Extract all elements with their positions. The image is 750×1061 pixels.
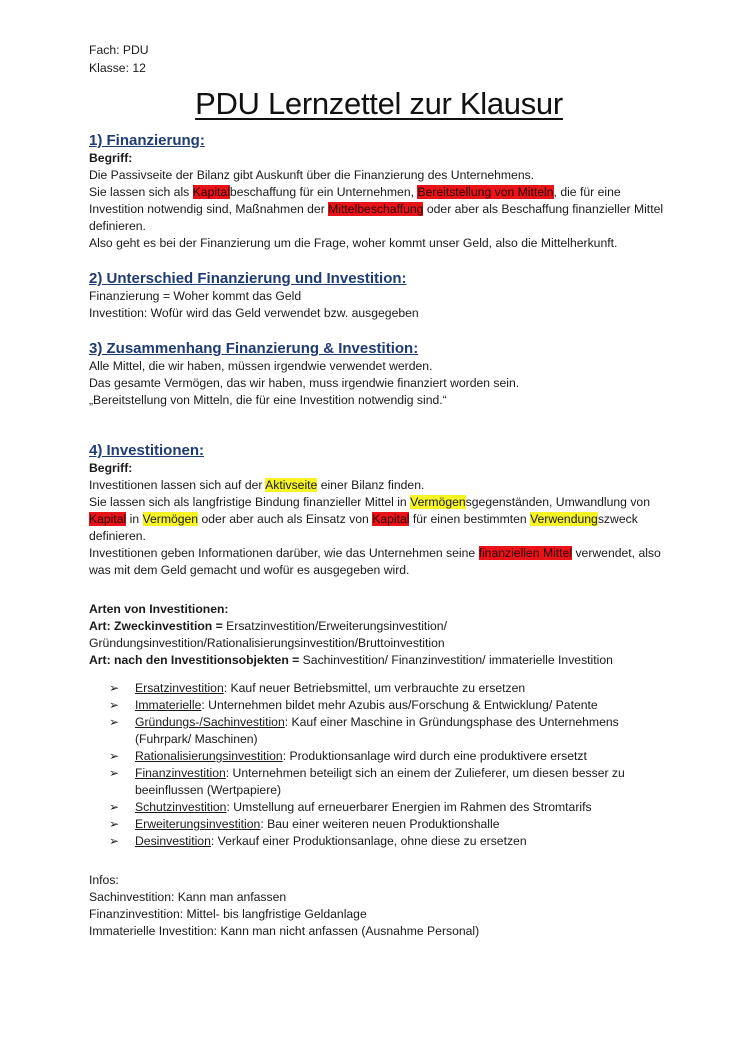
list-item-desc: : Produktionsanlage wird durch eine produktivere ersetzt bbox=[282, 749, 587, 763]
text-run: beschaffung für ein Unternehmen, bbox=[229, 185, 418, 199]
text-run: in bbox=[126, 512, 143, 526]
paragraph: Also geht es bei der Finanzierung um die Frage, woher kommt unser Geld, also die Mittelherkunft. bbox=[89, 236, 618, 250]
highlight-red: Bereitstellung von Mitteln bbox=[417, 185, 554, 199]
arrow-bullet-icon: ➢ bbox=[109, 698, 120, 712]
list-item-term: Rationalisierungsinvestition bbox=[135, 749, 283, 763]
subject-line: Fach: PDU bbox=[89, 43, 149, 57]
list-item bbox=[109, 748, 669, 765]
paragraph bbox=[89, 477, 669, 494]
art-line-zweck bbox=[89, 618, 669, 652]
list-item-desc: : Kauf neuer Betriebsmittel, um verbrauchte zu ersetzen bbox=[223, 681, 526, 695]
list-item-term: Finanzinvestition bbox=[135, 766, 226, 780]
arrow-bullet-icon: ➢ bbox=[109, 715, 120, 729]
section-heading-zusammenhang: 3) Zusammenhang Finanzierung & Investition: bbox=[89, 340, 419, 357]
list-item bbox=[109, 680, 669, 697]
art-text: Sachinvestition/ Finanzinvestition/ immaterielle Investition bbox=[302, 653, 613, 667]
list-item bbox=[109, 816, 669, 833]
text-run: Investitionen geben Informationen darüber, wie das Unternehmen seine bbox=[89, 546, 479, 560]
text-run: verwendet, also was mit dem Geld gemacht und wofür es ausgegeben wird. bbox=[89, 546, 661, 577]
text-run: sgegenständen, Umwandlung von bbox=[465, 495, 650, 509]
highlight-red: Mittelbeschaffung bbox=[328, 202, 424, 216]
text-run: Sie lassen sich als bbox=[89, 185, 193, 199]
arrow-bullet-icon: ➢ bbox=[109, 834, 120, 848]
info-line: Finanzinvestition: Mittel- bis langfristige Geldanlage bbox=[89, 907, 367, 921]
list-item-desc: : Umstellung auf erneuerbarer Energien im Rahmen des Stromtarifs bbox=[226, 800, 592, 814]
class-line: Klasse: 12 bbox=[89, 60, 146, 75]
list-item-desc: : Kauf einer Maschine in Gründungsphase des Unternehmens (Fuhrpark/ Maschinen) bbox=[135, 715, 619, 746]
arrow-bullet-icon: ➢ bbox=[109, 800, 120, 814]
list-item bbox=[109, 765, 669, 799]
art-label: Art: nach den Investitionsobjekten = bbox=[89, 653, 303, 667]
info-line: Immaterielle Investition: Kann man nicht anfassen (Ausnahme Personal) bbox=[89, 924, 480, 938]
art-line-objekte bbox=[89, 652, 669, 669]
text-run: Investitionen lassen sich auf der bbox=[89, 478, 266, 492]
text-run: einer Bilanz finden. bbox=[317, 478, 425, 492]
paragraph bbox=[89, 545, 669, 579]
list-item-term: Immaterielle bbox=[135, 698, 202, 712]
investment-types-list bbox=[109, 680, 669, 850]
document-page bbox=[89, 42, 669, 940]
arrow-bullet-icon: ➢ bbox=[109, 766, 120, 780]
list-item-desc: : Unternehmen bildet mehr Azubis aus/Forschung & Entwicklung/ Patente bbox=[201, 698, 598, 712]
document-meta bbox=[89, 42, 669, 77]
art-label: Art: Zweckinvestition = bbox=[89, 619, 227, 633]
paragraph: Das gesamte Vermögen, das wir haben, muss irgendwie finanziert worden sein. bbox=[89, 376, 520, 390]
text-run: für einen bestimmten bbox=[409, 512, 531, 526]
highlight-red: Kapital bbox=[372, 512, 410, 526]
section-heading-investitionen: 4) Investitionen: bbox=[89, 442, 205, 459]
highlight-red: Kapital bbox=[192, 185, 230, 199]
arrow-bullet-icon: ➢ bbox=[109, 749, 120, 763]
text-run: szweck definieren. bbox=[89, 512, 638, 543]
highlight-yellow: Vermögen bbox=[142, 512, 199, 526]
arrow-bullet-icon: ➢ bbox=[109, 681, 120, 695]
arten-heading: Arten von Investitionen: bbox=[89, 602, 229, 616]
begriff-label: Begriff: bbox=[89, 461, 133, 475]
paragraph: Alle Mittel, die wir haben, müssen irgendwie verwendet werden. bbox=[89, 359, 433, 373]
list-item bbox=[109, 833, 669, 850]
art-text: Ersatzinvestition/Erweiterungsinvestition/ Gründungsinvestition/Rationalisierungsinvestition/Bruttoinvestition bbox=[89, 619, 447, 650]
paragraph bbox=[89, 494, 669, 545]
section-heading-finanzierung: 1) Finanzierung: bbox=[89, 132, 205, 149]
paragraph: Die Passivseite der Bilanz gibt Auskunft über die Finanzierung des Unternehmens. bbox=[89, 168, 535, 182]
text-run: Sie lassen sich als langfristige Bindung finanzieller Mittel in bbox=[89, 495, 411, 509]
arrow-bullet-icon: ➢ bbox=[109, 817, 120, 831]
begriff-label: Begriff: bbox=[89, 151, 133, 165]
list-item bbox=[109, 714, 669, 748]
text-run: oder aber als Beschaffung finanzieller Mittel definieren. bbox=[89, 202, 664, 233]
section-heading-unterschied: 2) Unterschied Finanzierung und Investition: bbox=[89, 270, 407, 287]
list-item-term: Ersatzinvestition bbox=[135, 681, 224, 695]
list-item-desc: : Unternehmen beteiligt sich an einem der Zulieferer, um diesen besser zu beeinflussen (Wertpapiere) bbox=[135, 766, 625, 797]
list-item-term: Gründungs-/Sachinvestition bbox=[135, 715, 285, 729]
text-run: , die für eine Investition notwendig sind, Maßnahmen der bbox=[89, 185, 621, 216]
info-line: Sachinvestition: Kann man anfassen bbox=[89, 890, 287, 904]
paragraph: Finanzierung = Woher kommt das Geld bbox=[89, 289, 302, 303]
paragraph: „Bereitstellung von Mitteln, die für eine Investition notwendig sind.“ bbox=[89, 393, 447, 407]
list-item bbox=[109, 799, 669, 816]
text-run: oder aber auch als Einsatz von bbox=[198, 512, 373, 526]
list-item-term: Schutzinvestition bbox=[135, 800, 227, 814]
highlight-yellow: Vermögen bbox=[410, 495, 466, 509]
list-item-desc: : Verkauf einer Produktionsanlage, ohne diese zu ersetzen bbox=[210, 834, 527, 848]
list-item bbox=[109, 697, 669, 714]
highlight-yellow: Aktivseite bbox=[265, 478, 318, 492]
highlight-red: Kapital bbox=[89, 512, 127, 526]
list-item-term: Erweiterungsinvestition bbox=[135, 817, 261, 831]
highlight-yellow: Verwendung bbox=[530, 512, 598, 526]
infos-heading: Infos: bbox=[89, 873, 119, 887]
highlight-red: finanziellen Mittel bbox=[478, 546, 573, 560]
list-item-term: Desinvestition bbox=[135, 834, 211, 848]
paragraph: Investition: Wofür wird das Geld verwendet bzw. ausgegeben bbox=[89, 306, 419, 320]
document-title: PDU Lernzettel zur Klausur bbox=[195, 86, 563, 121]
list-item-desc: : Bau einer weiteren neuen Produktionshalle bbox=[260, 817, 500, 831]
paragraph bbox=[89, 184, 669, 235]
